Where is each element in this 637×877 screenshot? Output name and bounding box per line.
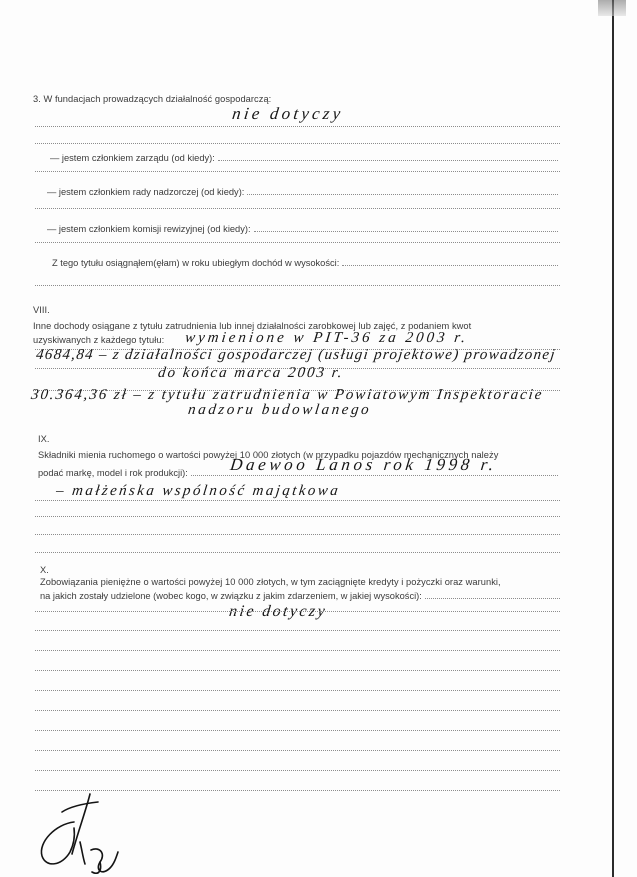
section10-number: X. — [40, 565, 49, 575]
dotted-line — [35, 770, 560, 771]
supervisory-member-row — [47, 185, 558, 197]
dotted-line — [35, 143, 560, 144]
scan-page-edge — [612, 0, 614, 877]
dotted-line — [35, 552, 560, 553]
section9-question-line2: podać markę, model i rok produkcji): — [38, 468, 188, 478]
supervisory-member-label: — jestem członkiem rady nadzorczej (od kiedy): — [47, 187, 245, 197]
section10-answer: nie dotyczy — [228, 603, 329, 620]
dotted-leader — [254, 231, 558, 232]
signature — [28, 792, 128, 874]
dotted-line — [35, 790, 560, 791]
dotted-line — [35, 534, 560, 535]
section8-number: VIII. — [33, 305, 50, 315]
section8-answer-line: do końca marca 2003 r. — [157, 365, 345, 381]
section10-question-line2: na jakich zostały udzielone (wobec kogo, w związku z jakim zdarzeniem, w jakiej wysokości): — [40, 591, 422, 601]
dotted-line — [35, 516, 560, 517]
audit-member-row — [47, 222, 558, 234]
section9-answer-line: Daewoo Lanos rok 1998 r. — [229, 455, 499, 474]
dotted-line — [35, 730, 560, 731]
dotted-line — [35, 126, 560, 127]
dotted-line — [35, 611, 560, 612]
income-row — [52, 256, 558, 268]
dotted-line — [35, 208, 560, 209]
dotted-line — [35, 630, 560, 631]
section8-question-line1: Inne dochody osiągane z tytułu zatrudnienia lub innej działalności zarobkowej lub zajęć, z podaniem kwot — [33, 321, 472, 331]
section8-question-line2: uzyskiwanych z każdego tytułu: — [33, 335, 165, 345]
dotted-leader — [342, 265, 558, 266]
dotted-line — [35, 171, 560, 172]
income-label: Z tego tytułu osiągnąłem(ęłam) w roku ubiegłym dochód w wysokości: — [52, 258, 340, 268]
signature-stroke — [41, 822, 74, 864]
section9-question-line1: Składniki mienia ruchomego o wartości powyżej 10 000 złotych (w przypadku pojazdów mechanicznych należy — [38, 450, 499, 460]
dotted-leader — [191, 475, 558, 476]
dotted-line — [35, 650, 560, 651]
section8-answer-line: nadzoru budowlanego — [187, 402, 373, 418]
section10-question-row — [40, 589, 560, 601]
section3-answer: nie dotyczy — [231, 104, 345, 123]
section9-number: IX. — [38, 434, 50, 444]
dotted-line — [35, 690, 560, 691]
dotted-line — [35, 242, 560, 243]
section8-answer-line: 4684,84 – z działalności gospodarczej (usługi projektowe) prowadzonej — [35, 347, 557, 363]
dotted-leader — [425, 598, 560, 599]
section8-answer-line: 30.364,36 zł – z tytułu zatrudnienia w Powiatowym Inspektoracie — [30, 387, 545, 403]
signature-stroke — [62, 802, 98, 812]
dotted-line — [35, 500, 560, 501]
dotted-line — [35, 750, 560, 751]
section3-heading: 3. W fundacjach prowadzących działalność gospodarczą: — [33, 94, 272, 104]
section10-question-line1: Zobowiązania pieniężne o wartości powyżej 10 000 złotych, w tym zaciągnięte kredyty i pożyczki oraz warunki, — [40, 577, 501, 587]
section8-answer-line: wymienione w PIT-36 za 2003 r. — [184, 330, 470, 346]
signature-stroke — [91, 849, 118, 872]
signature-stroke — [80, 842, 85, 864]
dotted-line — [35, 710, 560, 711]
audit-member-label: — jestem członkiem komisji rewizyjnej (od kiedy): — [47, 224, 251, 234]
board-member-row — [50, 151, 558, 163]
board-member-label: — jestem członkiem zarządu (od kiedy): — [50, 153, 215, 163]
scan-corner-shadow — [598, 0, 626, 16]
dotted-line — [35, 285, 560, 286]
dotted-leader — [218, 160, 558, 161]
section9-answer-line: – małżeńska wspólność majątkowa — [55, 483, 342, 499]
dotted-leader — [247, 194, 558, 195]
dotted-line — [35, 670, 560, 671]
